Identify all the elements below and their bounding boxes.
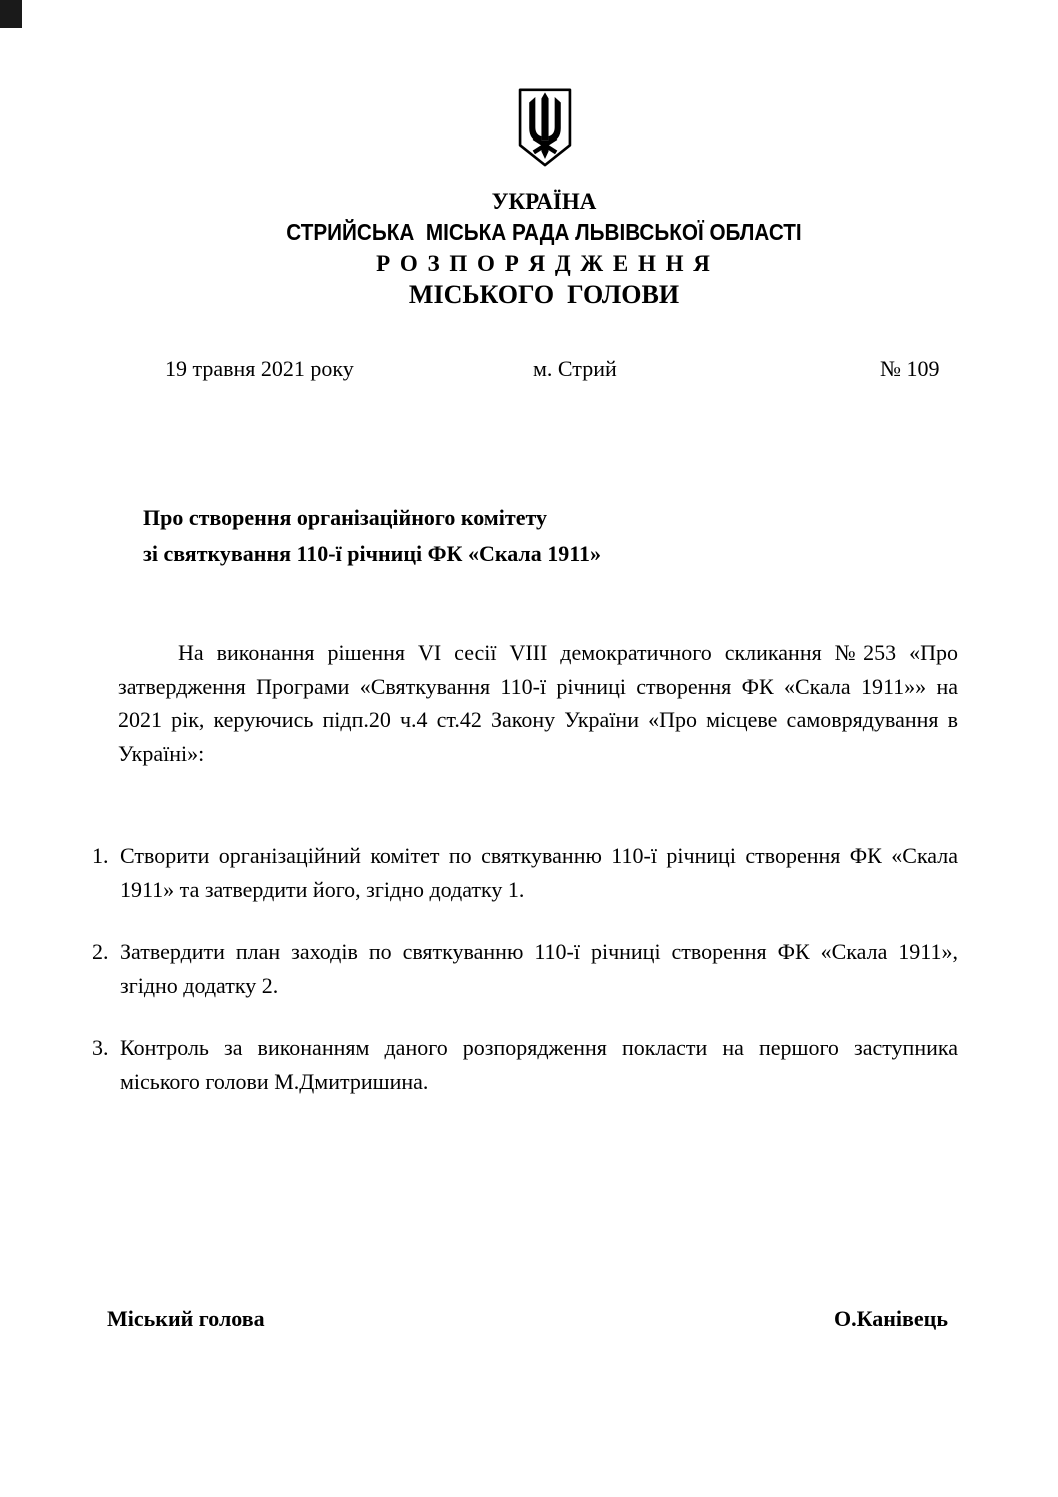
title-line-1: Про створення організаційного комітету (143, 505, 547, 530)
list-item (92, 1031, 958, 1098)
signature-name: О.Канівець (833, 1306, 948, 1331)
document-title (143, 500, 601, 572)
preamble-paragraph: На виконання рішення VI сесії VIII демократичного скликання №253 «Про затвердження Програми «Святкування 110-ї річниці створення ФК «Скала 1911»» на 2021 рік, керуючись підп.20 ч.4 ст.42 Закону України «Про місцеве самоврядування в Україні»: (118, 640, 958, 766)
list-item-text: Створити організаційний комітет по святкуванню 110-ї річниці створення ФК «Скала 1911» та затвердити його, згідно додатку 1. (120, 843, 958, 902)
country-name: УКРАЇНА (491, 189, 597, 214)
scan-corner-artifact (0, 0, 22, 28)
document-issuer-heading: МІСЬКОГО ГОЛОВИ (408, 280, 680, 309)
signature-position: Міський голова (107, 1306, 265, 1331)
list-item (92, 935, 958, 1002)
council-name: СТРИЙСЬКА МІСЬКА РАДА ЛЬВІВСЬКОЇ ОБЛАСТІ (286, 219, 802, 245)
document-number: № 109 (880, 356, 940, 381)
document-place: м. Стрий (533, 356, 617, 381)
ukraine-trident-emblem-icon (516, 87, 574, 169)
list-item-text: Затвердити план заходів по святкуванню 110-ї річниці створення ФК «Скала 1911», згідно додатку 2. (120, 939, 958, 998)
signature-row (107, 1306, 948, 1332)
list-item-number: 3. (92, 1035, 109, 1060)
meta-row (0, 356, 1058, 386)
list-item (92, 839, 958, 906)
list-item-text: Контроль за виконанням даного розпорядження покласти на першого заступника міського голови М.Дмитришина. (120, 1035, 958, 1094)
document-date: 19 травня 2021 року (165, 356, 354, 381)
title-line-2: зі святкування 110-ї річниці ФК «Скала 1911» (143, 541, 602, 566)
list-item-number: 2. (92, 939, 109, 964)
list-item-number: 1. (92, 843, 109, 868)
document-type-heading: Р О З П О Р Я Д Ж Е Н Н Я (376, 251, 712, 276)
ordered-list (92, 839, 958, 1127)
